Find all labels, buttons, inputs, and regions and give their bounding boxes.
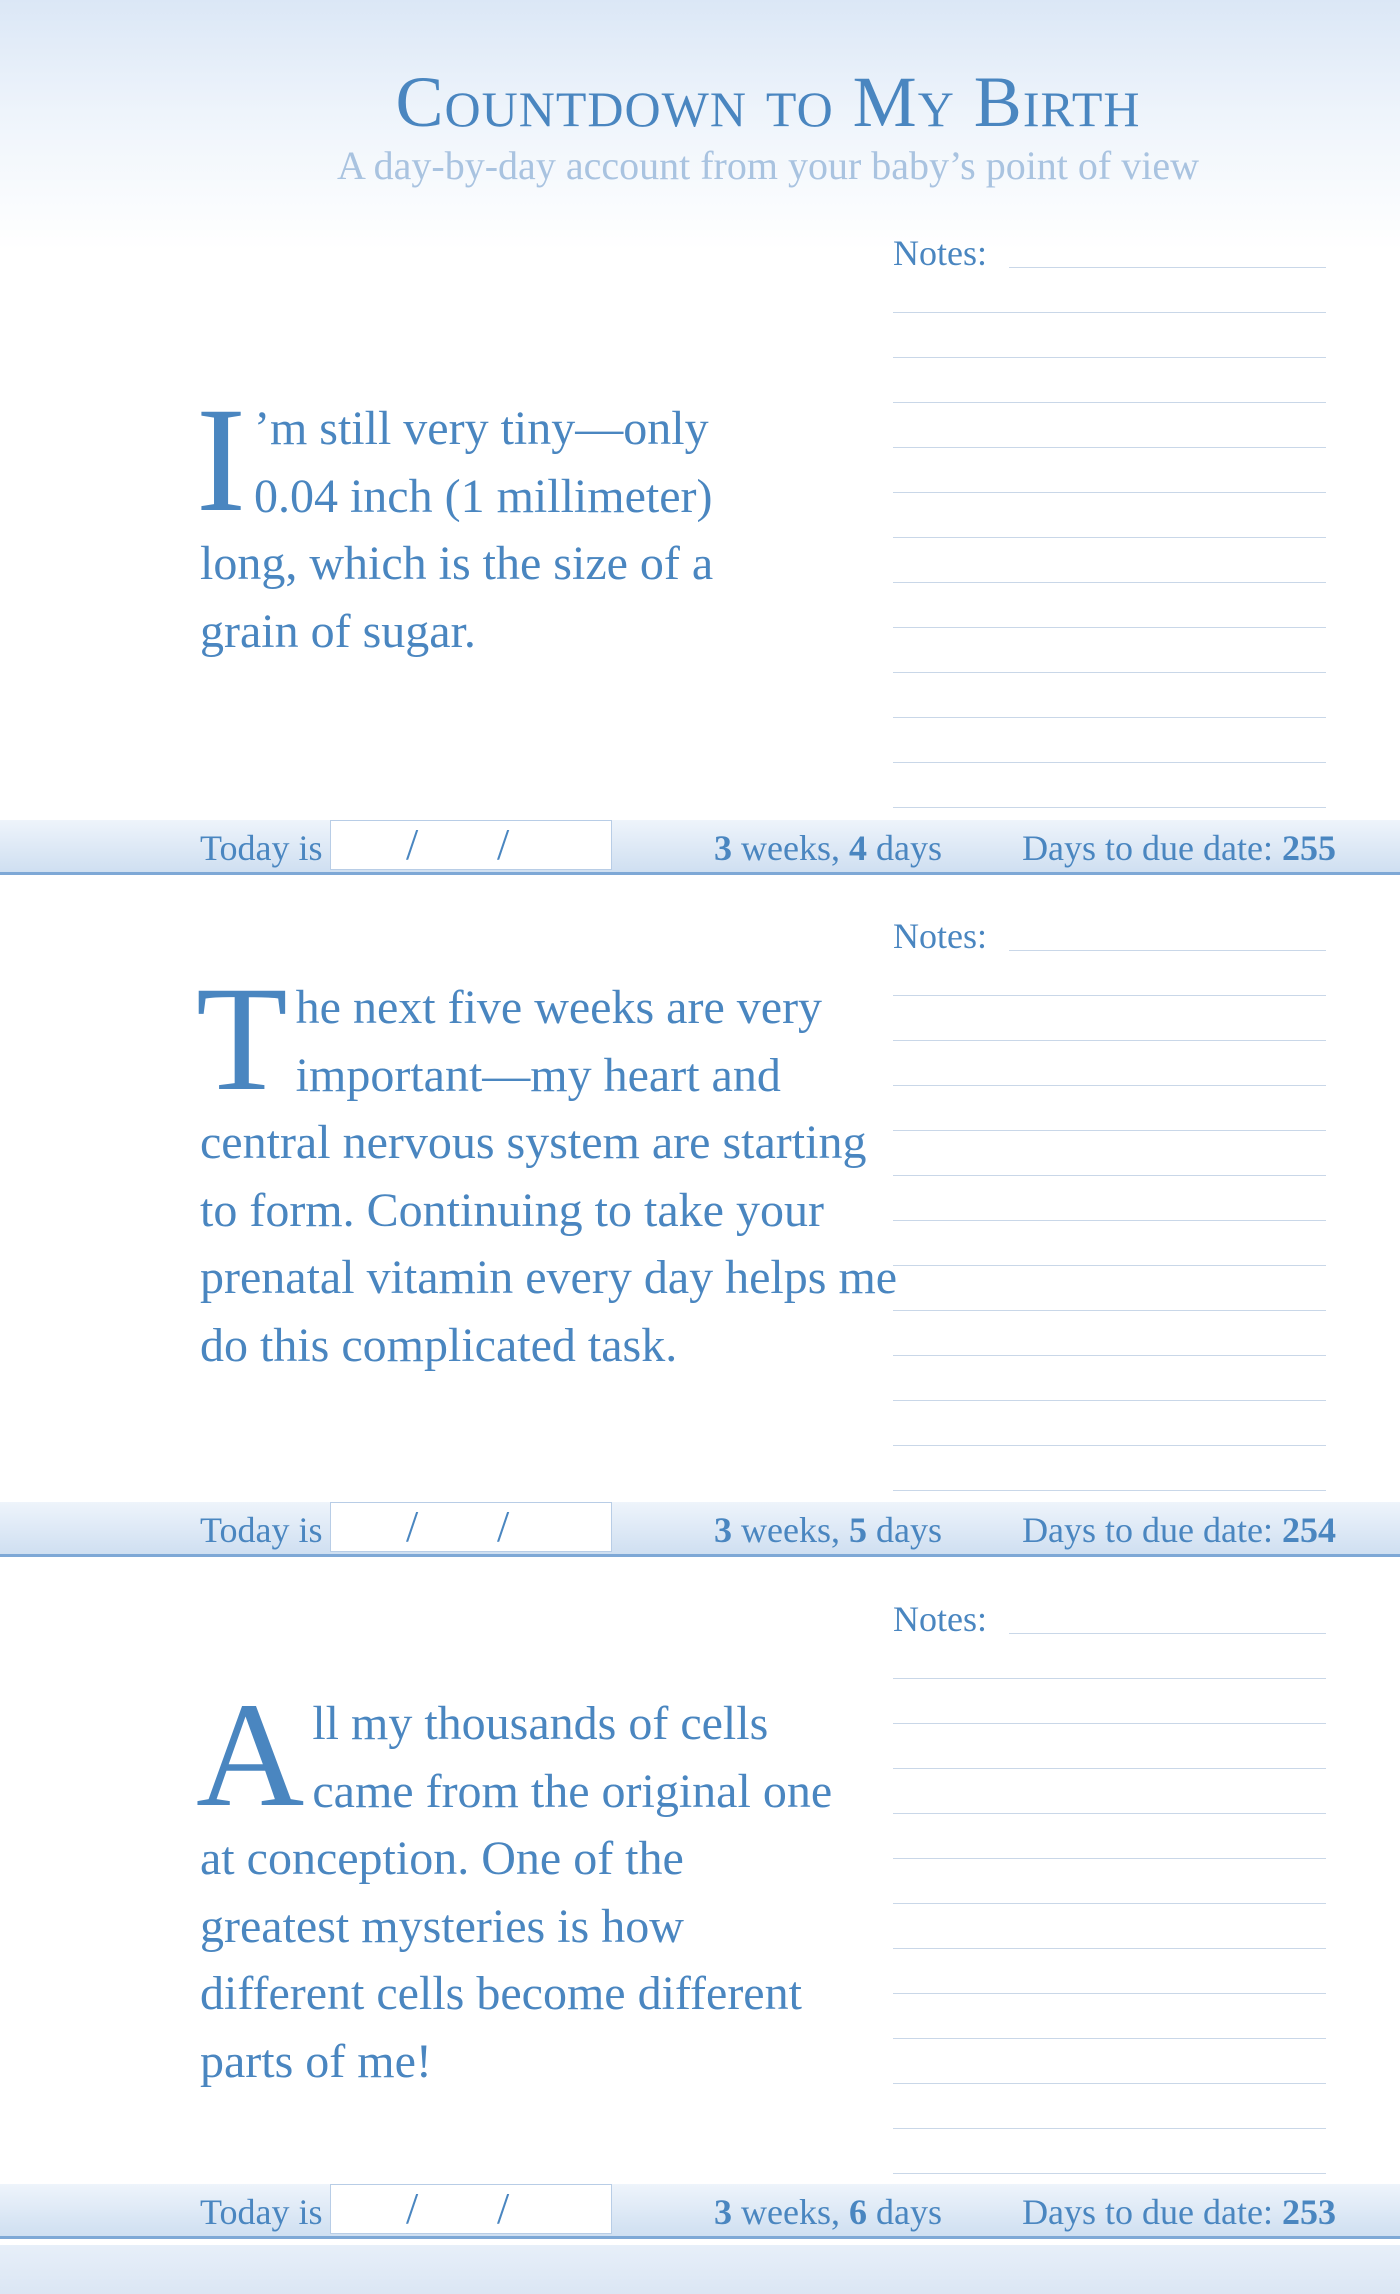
due-label: Days to due date:: [1022, 828, 1273, 868]
note-line[interactable]: [893, 1130, 1326, 1131]
note-line[interactable]: [893, 1400, 1326, 1401]
pregnancy-age: [714, 830, 942, 866]
date-separator: /: [497, 2184, 510, 2233]
days-to-due-date: [1022, 2194, 1336, 2230]
note-line[interactable]: [893, 1903, 1326, 1904]
date-input[interactable]: [330, 820, 612, 870]
entry-body: ll my thousands of cells came from the original one at conception. One of the greatest mysteries is how different cells become different parts of me!: [200, 1697, 833, 2088]
days-value: 4: [848, 828, 867, 868]
weeks-label: weeks,: [741, 1510, 840, 1550]
note-line[interactable]: [893, 1858, 1326, 1859]
weeks-label: weeks,: [741, 828, 840, 868]
today-label: Today is: [200, 2192, 323, 2232]
entry-divider: [0, 1554, 1400, 1557]
days-label: days: [875, 1510, 942, 1550]
notes-label: Notes:: [893, 1599, 987, 1639]
entry-text: [196, 1672, 840, 2095]
pregnancy-age: [714, 1512, 942, 1548]
days-to-due-date: [1022, 830, 1336, 866]
note-line[interactable]: [893, 1085, 1326, 1086]
drop-cap: T: [196, 956, 288, 1122]
date-separator: /: [406, 1502, 419, 1551]
weeks-label: weeks,: [741, 2192, 840, 2232]
note-line[interactable]: [893, 1355, 1326, 1356]
note-line[interactable]: [893, 762, 1326, 763]
bottom-band: [0, 2245, 1400, 2294]
entry-footer: [0, 2184, 1400, 2236]
due-value: 253: [1282, 2192, 1336, 2232]
note-line[interactable]: [893, 1310, 1326, 1311]
days-label: days: [875, 2192, 942, 2232]
note-line[interactable]: [893, 1993, 1326, 1994]
date-separator: /: [406, 2184, 419, 2233]
note-line[interactable]: [893, 1040, 1326, 1041]
days-value: 5: [848, 1510, 867, 1550]
note-line[interactable]: [893, 1175, 1326, 1176]
drop-cap: A: [196, 1672, 305, 1838]
note-line[interactable]: [893, 1265, 1326, 1266]
entry-text: [196, 956, 900, 1379]
page-subtitle: A day-by-day account from your baby’s point of view: [336, 143, 1199, 188]
note-line[interactable]: [893, 1445, 1326, 1446]
note-line[interactable]: [893, 1490, 1326, 1491]
entry-footer: [0, 820, 1400, 872]
note-line[interactable]: [893, 2173, 1326, 2174]
days-to-due-date: [1022, 1512, 1336, 1548]
due-label: Days to due date:: [1022, 1510, 1273, 1550]
note-line[interactable]: [1009, 950, 1326, 951]
note-line[interactable]: [893, 1768, 1326, 1769]
today-label: Today is: [200, 828, 323, 868]
today-label: Today is: [200, 1510, 323, 1550]
drop-cap: I: [196, 377, 246, 543]
notes-label: Notes:: [893, 916, 987, 956]
date-input[interactable]: [330, 1502, 612, 1552]
entry-divider: [0, 2236, 1400, 2239]
page-title: Countdown to My Birth: [395, 62, 1141, 142]
due-value: 255: [1282, 828, 1336, 868]
note-line[interactable]: [893, 1813, 1326, 1814]
note-line[interactable]: [893, 717, 1326, 718]
weeks-value: 3: [714, 828, 732, 868]
note-line[interactable]: [893, 2128, 1326, 2129]
entry-body: ’m still very tiny—only 0.04 inch (1 millimeter) long, which is the size of a grain of sugar.: [200, 402, 714, 658]
note-line[interactable]: [893, 1723, 1326, 1724]
weeks-value: 3: [714, 1510, 732, 1550]
note-line[interactable]: [893, 995, 1326, 996]
weeks-value: 3: [714, 2192, 732, 2232]
entry-body: he next five weeks are very important—my heart and central nervous system are starting to form. Continuing to take your prenatal vitamin every day helps me do this complicated task.: [200, 981, 898, 1372]
entry-footer: [0, 1502, 1400, 1554]
note-line[interactable]: [893, 2083, 1326, 2084]
date-separator: /: [497, 820, 510, 869]
entry-divider: [0, 872, 1400, 875]
due-value: 254: [1282, 1510, 1336, 1550]
date-separator: /: [497, 1502, 510, 1551]
note-line[interactable]: [893, 807, 1326, 808]
note-line[interactable]: [893, 1948, 1326, 1949]
date-input[interactable]: [330, 2184, 612, 2234]
date-separator: /: [406, 820, 419, 869]
days-label: days: [875, 828, 942, 868]
pregnancy-age: [714, 2194, 942, 2230]
days-value: 6: [848, 2192, 867, 2232]
note-line[interactable]: [893, 2038, 1326, 2039]
due-label: Days to due date:: [1022, 2192, 1273, 2232]
notes-label: Notes:: [893, 233, 987, 273]
note-line[interactable]: [1009, 1633, 1326, 1634]
note-line[interactable]: [893, 1678, 1326, 1679]
note-line[interactable]: [893, 1220, 1326, 1221]
